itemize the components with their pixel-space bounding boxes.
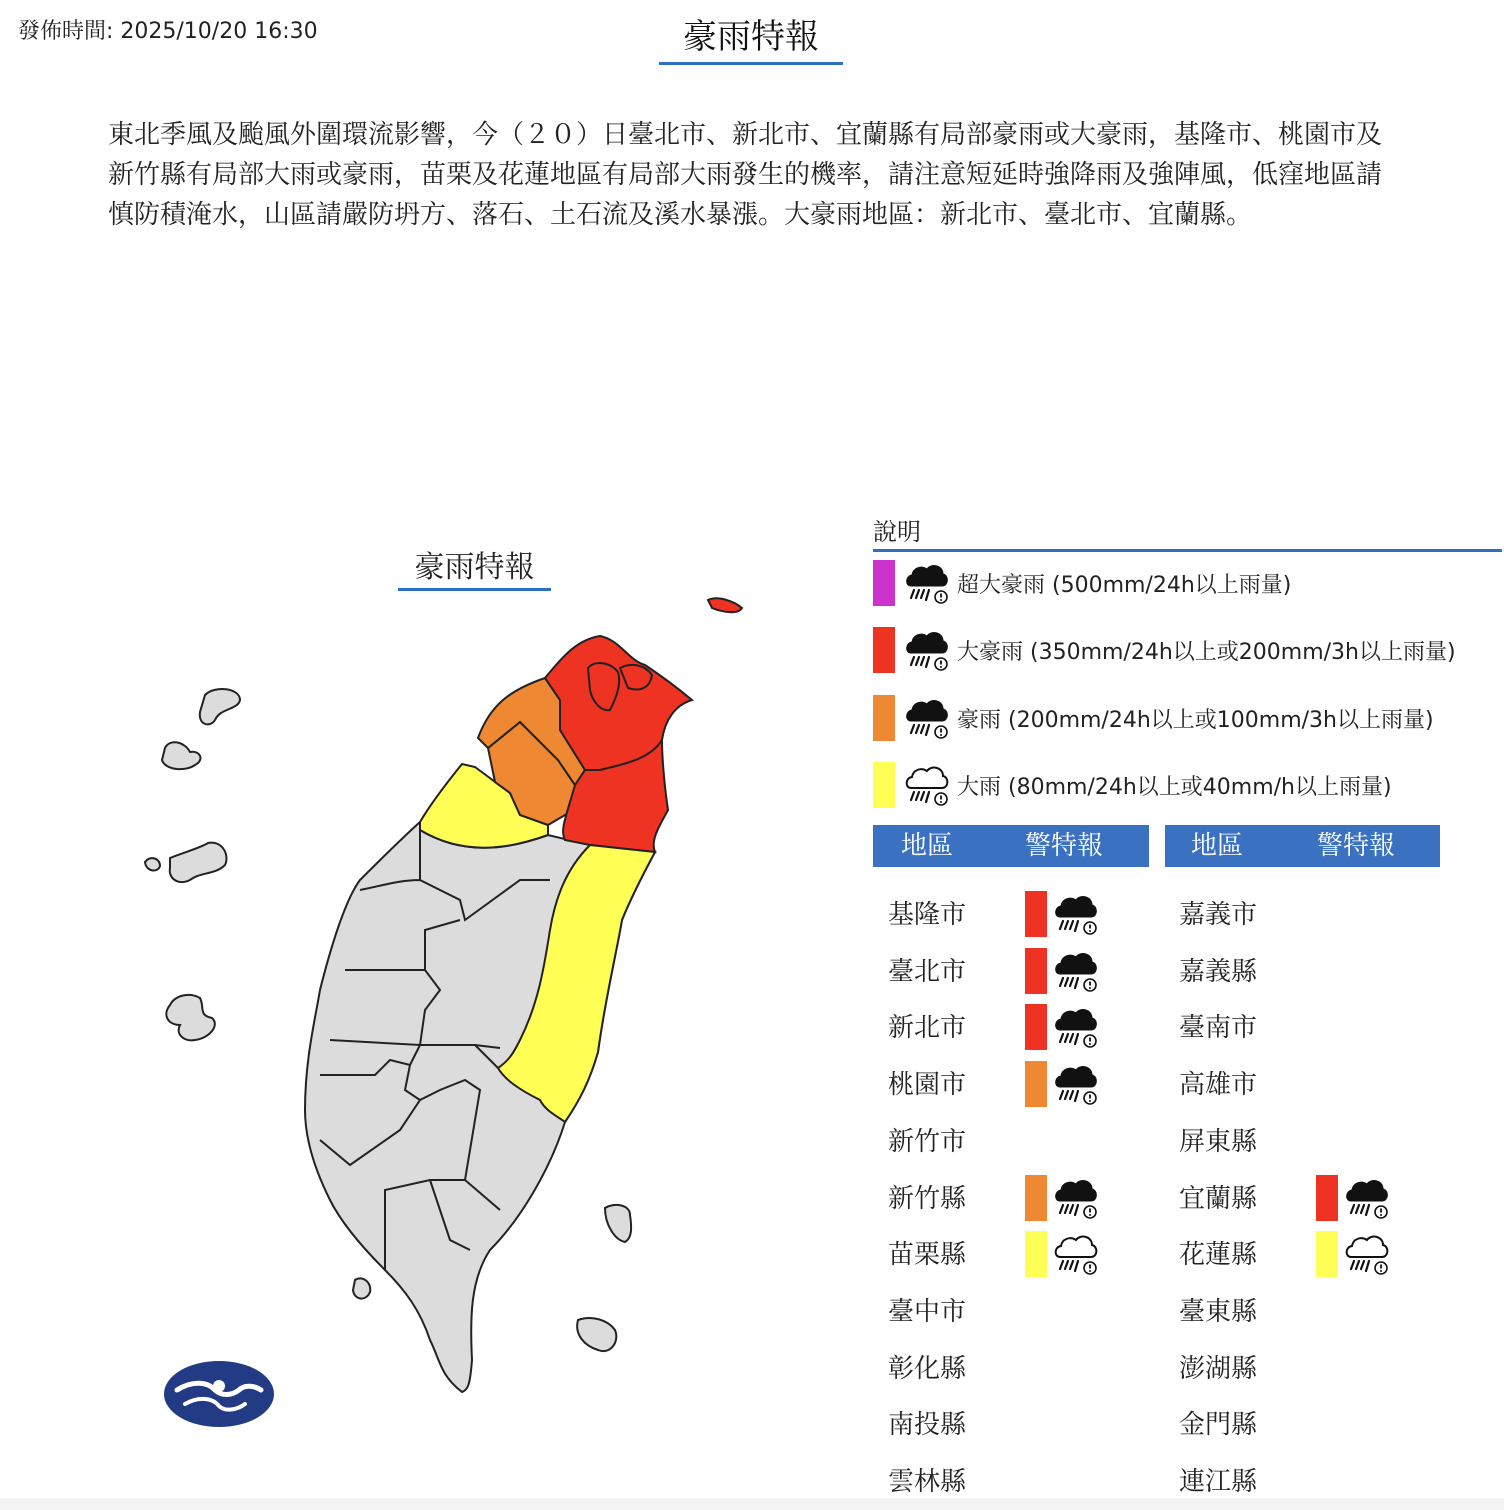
header-warning: 警特報 — [1317, 831, 1396, 861]
region-label: 澎湖縣 — [1179, 1353, 1258, 1384]
island-kinmen-1 — [170, 843, 227, 882]
warning-swatch — [1025, 1061, 1047, 1107]
region-label: 桃園市 — [888, 1070, 967, 1101]
legend-item — [873, 695, 1434, 741]
region-label: 屏東縣 — [1179, 1126, 1258, 1157]
warning-swatch — [1316, 1231, 1338, 1277]
warning-swatch — [1025, 948, 1047, 994]
region-label: 花蓮縣 — [1179, 1240, 1258, 1271]
table-header-left — [873, 825, 1149, 867]
legend-swatch — [873, 762, 895, 808]
region-label: 新竹縣 — [888, 1183, 967, 1214]
region-label: 臺中市 — [888, 1296, 967, 1327]
warning-swatch — [1025, 1231, 1047, 1277]
region-label: 新竹市 — [888, 1126, 967, 1157]
legend-label: 豪雨 (200mm/24h以上或100mm/3h以上雨量) — [957, 707, 1434, 733]
warning-swatch — [1025, 891, 1047, 937]
region-label: 臺東縣 — [1179, 1296, 1258, 1327]
region-label: 嘉義縣 — [1179, 956, 1258, 987]
legend-label: 大雨 (80mm/24h以上或40mm/h以上雨量) — [957, 774, 1392, 800]
rain-cloud-icon — [1052, 1061, 1098, 1107]
region-label: 高雄市 — [1179, 1070, 1258, 1101]
island-matsu-2 — [162, 742, 200, 769]
page-title: 豪雨特報 — [659, 14, 843, 65]
rain-cloud-icon — [903, 695, 949, 741]
region-label: 基隆市 — [888, 900, 967, 930]
warning-swatch — [1025, 1004, 1047, 1050]
cwa-logo — [163, 1360, 275, 1428]
table-header-right — [1165, 825, 1440, 867]
legend-label: 大豪雨 (350mm/24h以上或200mm/3h以上雨量) — [957, 639, 1456, 665]
region-label: 宜蘭縣 — [1179, 1183, 1258, 1214]
header-region: 地區 — [1191, 831, 1244, 861]
legend-item — [873, 560, 1291, 606]
legend-swatch — [873, 627, 895, 673]
region-label: 臺北市 — [888, 956, 967, 987]
rain-cloud-icon — [1052, 1004, 1098, 1050]
island-green — [605, 1205, 631, 1242]
map-title: 豪雨特報 — [398, 548, 551, 591]
rain-cloud-icon — [1052, 948, 1098, 994]
legend-title: 說明 — [873, 515, 1502, 552]
island-guishan — [708, 598, 742, 612]
header-region: 地區 — [901, 831, 954, 861]
region-label: 新北市 — [888, 1013, 967, 1044]
island-penghu — [166, 995, 214, 1040]
header-warning: 警特報 — [1025, 831, 1104, 861]
region-label: 嘉義市 — [1179, 900, 1258, 930]
region-label: 連江縣 — [1179, 1467, 1258, 1497]
rain-cloud-icon — [1052, 891, 1098, 937]
island-matsu-1 — [200, 689, 240, 724]
legend-item — [873, 762, 1392, 808]
light-rain-cloud-icon — [1052, 1231, 1098, 1277]
legend-swatch — [873, 695, 895, 741]
legend-label: 超大豪雨 (500mm/24h以上雨量) — [957, 572, 1292, 598]
region-label: 彰化縣 — [888, 1353, 967, 1384]
island-liuqiu — [353, 1278, 370, 1298]
region-label: 臺南市 — [1179, 1013, 1258, 1044]
rain-cloud-icon — [903, 627, 949, 673]
island-orchid — [577, 1318, 616, 1351]
issue-time: 發佈時間: 2025/10/20 16:30 — [18, 19, 318, 44]
region-label: 南投縣 — [888, 1410, 967, 1441]
legend-swatch — [873, 560, 895, 606]
warning-swatch — [1316, 1175, 1338, 1221]
warning-swatch — [1025, 1175, 1047, 1221]
rain-cloud-icon — [903, 560, 949, 606]
legend-item — [873, 627, 1456, 673]
warning-description: 東北季風及颱風外圍環流影響，今（２０）日臺北市、新北市、宜蘭縣有局部豪雨或大豪雨，基隆市、桃園市及新竹縣有局部大雨或豪雨，苗栗及花蓮地區有局部大雨發生的機率，請注意短延時強降雨及強陣風，低窪地區請慎防積淹水，山區請嚴防坍方、落石、土石流及溪水暴漲。大豪雨地區：新北市、臺北市、宜蘭縣。 — [108, 120, 1383, 230]
region-label: 苗栗縣 — [888, 1240, 967, 1271]
light-rain-cloud-icon — [1343, 1231, 1389, 1277]
rain-cloud-icon — [1343, 1175, 1389, 1221]
light-rain-cloud-icon — [903, 762, 949, 808]
island-kinmen-2 — [145, 858, 160, 870]
bottom-edge — [0, 1498, 1504, 1510]
taiwan-warning-map — [130, 540, 830, 1480]
region-label: 雲林縣 — [888, 1467, 967, 1497]
region-label: 金門縣 — [1179, 1410, 1258, 1441]
rain-cloud-icon — [1052, 1175, 1098, 1221]
